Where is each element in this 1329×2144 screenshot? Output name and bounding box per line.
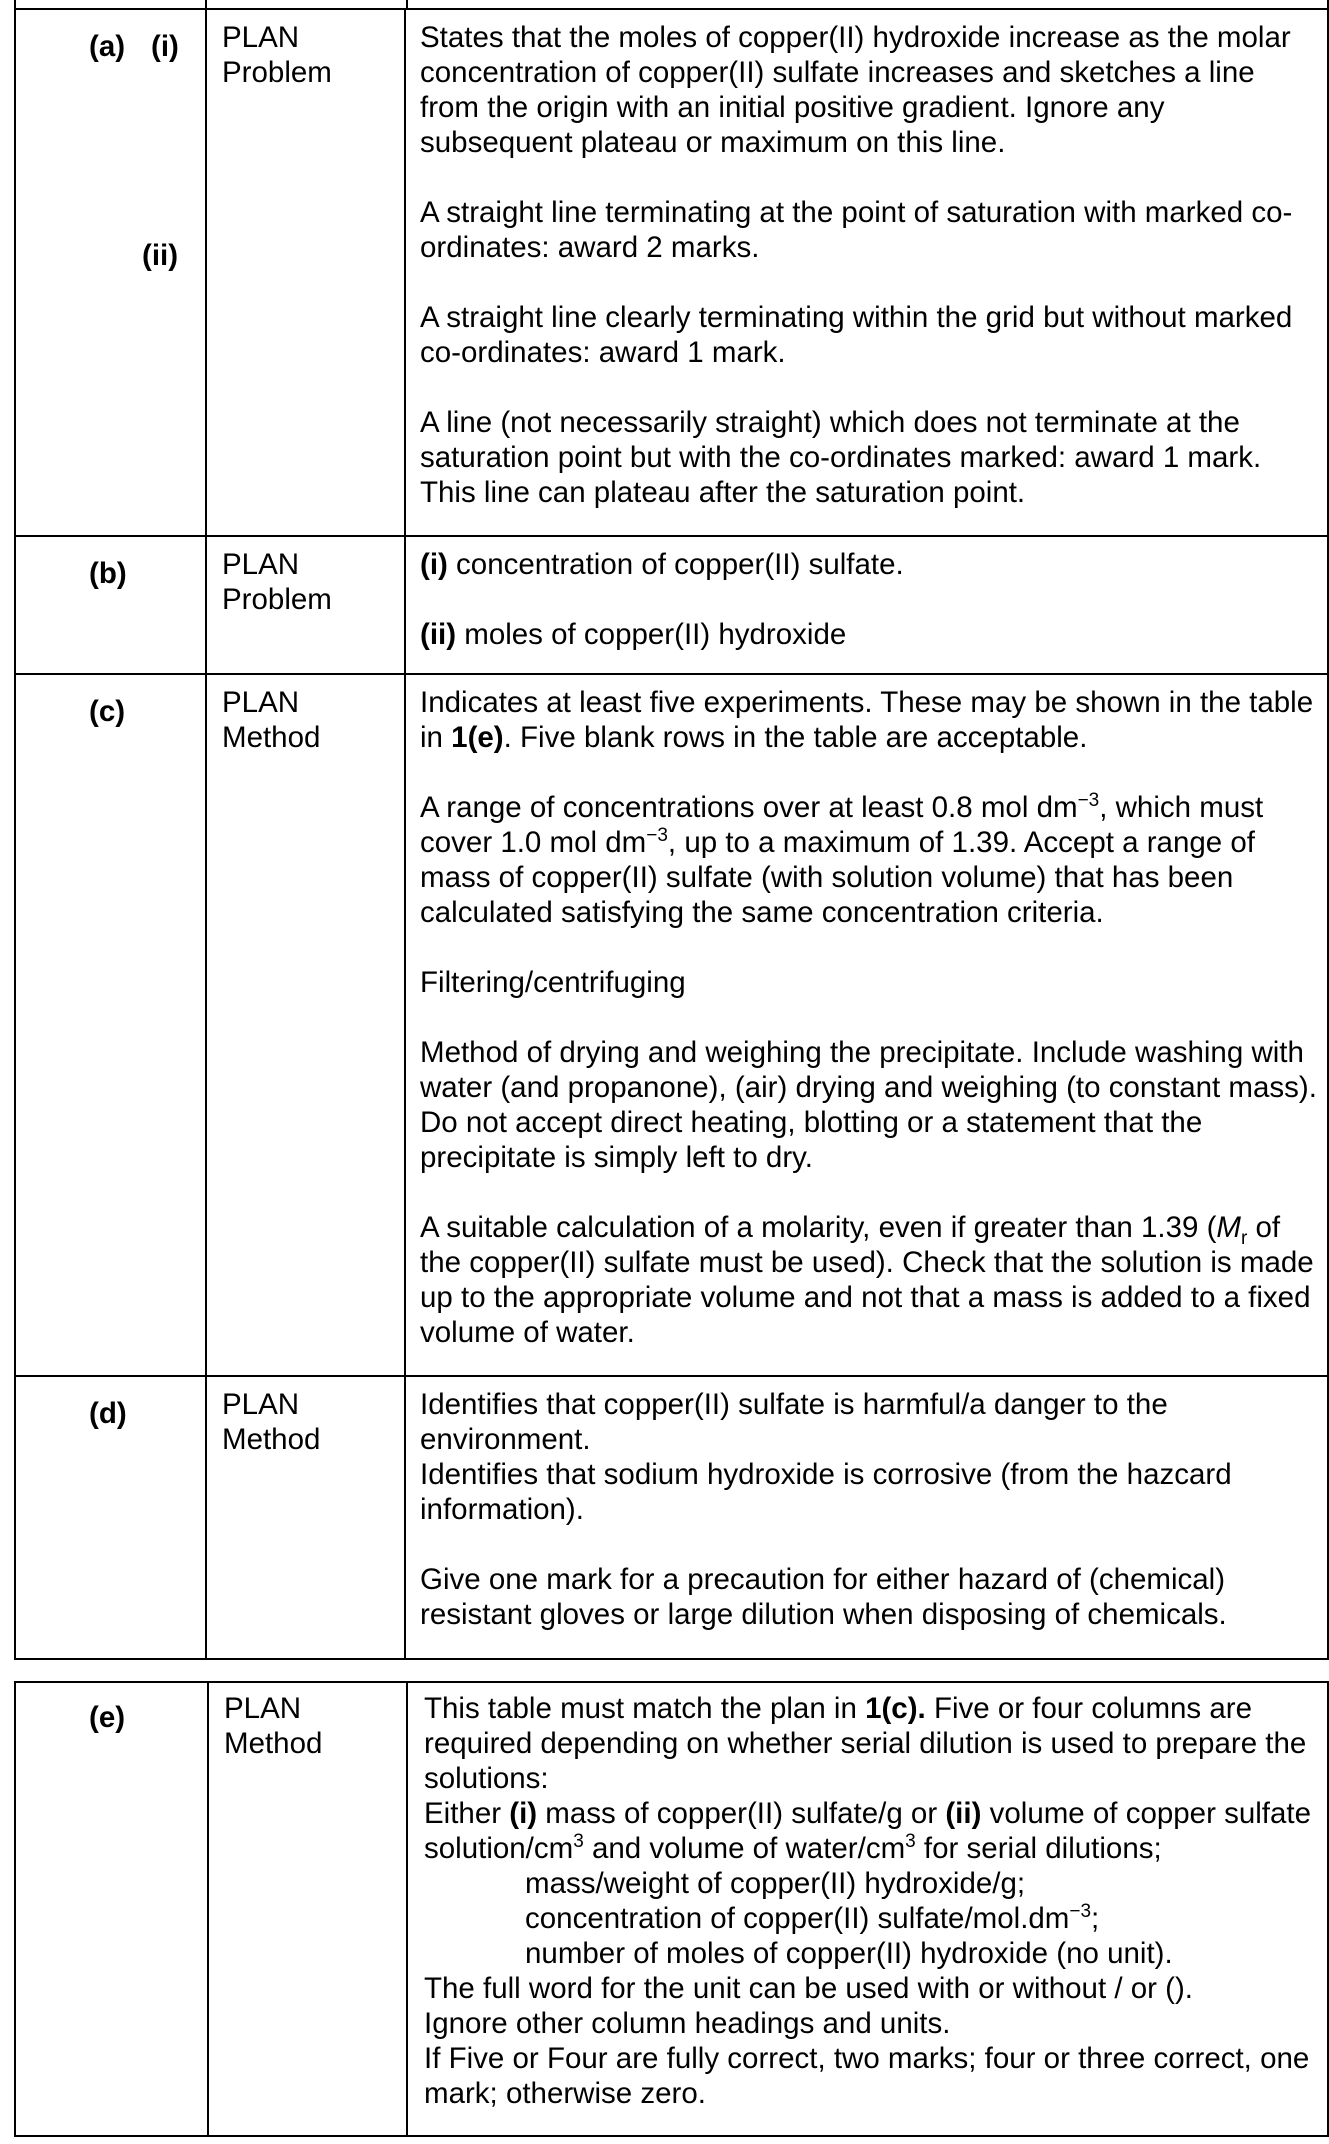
question-cell-a xyxy=(16,10,207,535)
question-cell-b xyxy=(16,537,207,673)
answer-paragraph: A suitable calculation of a molarity, even if greater than 1.39 ($M_r$ of the copper(II) sulfate must be used). Check that the solution is made up to the appropriate volume and not that a mass is added to a fixed volume of water. xyxy=(420,1211,1314,1349)
answer-paragraph: A line (not necessarily straight) which does not terminate at the saturation point but with the co-ordinates marked: award 1 mark. This line can plateau after the saturation point. xyxy=(420,406,1262,509)
mark-scheme-table-1 xyxy=(14,8,1329,1660)
subquestion-label-ii: (ii) xyxy=(142,239,179,272)
skill-cell-b xyxy=(207,537,406,673)
question-label: (a) xyxy=(89,30,126,63)
question-label: (d) xyxy=(89,1397,127,1430)
skill-line: PLAN xyxy=(222,1388,300,1421)
question-label: (e) xyxy=(89,1701,126,1734)
answer-paragraph: If Five or Four are fully correct, two marks; four or three correct, one mark; otherwise zero. xyxy=(424,2042,1310,2110)
subpart-label: (i) xyxy=(420,548,448,581)
answer-paragraph: A range of concentrations over at least 0.8 mol $dm^{-3}$, which must cover 1.0 mol $dm^{-3}$, up to a maximum of 1.39. Accept a range of mass of copper(II) sulfate (with solution volume) that has been calculated satisfying the same concentration criteria. xyxy=(420,790,1264,929)
subquestion-label-i: (i) xyxy=(151,30,179,63)
table-row-e xyxy=(16,1683,1329,2137)
answer-cell-c xyxy=(406,675,1329,1375)
table-row-a xyxy=(16,10,1329,537)
skill-line: PLAN xyxy=(222,548,300,581)
answer-paragraph: A straight line terminating at the point of saturation with marked co-ordinates: award 2 marks. xyxy=(420,196,1293,264)
skill-cell-c xyxy=(207,675,406,1375)
skill-line: Problem xyxy=(222,583,332,616)
skill-cell-a xyxy=(207,10,406,535)
answer-paragraph: Give one mark for a precaution for either hazard of (chemical) resistant gloves or large dilution when disposing of chemicals. xyxy=(420,1563,1227,1631)
answer-paragraph: Method of drying and weighing the precipitate. Include washing with water (and propanone), (air) drying and weighing (to constant mass). Do not accept direct heating, blotting or a statement that the precipitate is simply left to dry. xyxy=(420,1036,1317,1174)
answer-paragraph xyxy=(420,547,1317,582)
skill-cell-d xyxy=(207,1377,406,1658)
answer-paragraph: This table must match the plan in 1(c). Five or four columns are required depending on whether serial dilution is used to prepare the solutions: xyxy=(424,1692,1307,1795)
skill-line: PLAN xyxy=(222,21,300,54)
mark-scheme-table-2 xyxy=(14,1681,1329,2137)
question-label: (c) xyxy=(89,695,126,728)
answer-cell-d xyxy=(406,1377,1329,1658)
answer-paragraph: Either (i) mass of copper(II) sulfate/g or (ii) volume of copper sulfate solution/$cm^3$ and volume of water/$cm^3$ for serial dilutions; xyxy=(424,1797,1312,1865)
answer-text: moles of copper(II) hydroxide xyxy=(456,618,847,651)
table-row-b xyxy=(16,537,1329,675)
table-row-c xyxy=(16,675,1329,1377)
skill-line: Method xyxy=(222,1423,321,1456)
table-row-d xyxy=(16,1377,1329,1658)
answer-cell-b xyxy=(406,537,1329,673)
answer-paragraph: Identifies that copper(II) sulfate is harmful/a danger to the environment. xyxy=(420,1388,1168,1456)
answer-text: concentration of copper(II) sulfate. xyxy=(447,548,904,581)
answer-paragraph: Ignore other column headings and units. xyxy=(424,2007,951,2040)
column-heading-item: concentration of copper(II) sulfate/$mol.dm^{-3}$; xyxy=(525,1901,1100,1935)
column-heading-item: number of moles of copper(II) hydroxide (no unit). xyxy=(525,1937,1173,1970)
question-label: (b) xyxy=(89,557,127,590)
skill-line: Method xyxy=(224,1727,323,1760)
answer-paragraph xyxy=(420,617,1317,652)
answer-paragraph: The full word for the unit can be used with or without / or (). xyxy=(424,1972,1194,2005)
question-cell-e xyxy=(16,1683,209,2135)
question-cell-d xyxy=(16,1377,207,1658)
answer-paragraph: Identifies that sodium hydroxide is corrosive (from the hazcard information). xyxy=(420,1458,1232,1526)
skill-cell-e xyxy=(209,1683,408,2135)
column-heading-item: mass/weight of copper(II) hydroxide/g; xyxy=(525,1867,1026,1900)
answer-cell-a xyxy=(406,10,1329,535)
answer-paragraph: Filtering/centrifuging xyxy=(420,966,686,999)
skill-line: Problem xyxy=(222,56,332,89)
subpart-label: (ii) xyxy=(420,618,457,651)
skill-line: PLAN xyxy=(222,686,300,719)
answer-paragraph: Indicates at least five experiments. These may be shown in the table in 1(e). Five blank rows in the table are acceptable. xyxy=(420,686,1314,754)
table-top-continuation xyxy=(14,0,1329,8)
answer-paragraph: States that the moles of copper(II) hydroxide increase as the molar concentration of copper(II) sulfate increases and sketches a line from the origin with an initial positive gradient. Ignore any subsequent plateau or maximum on this line. xyxy=(420,21,1291,159)
answer-paragraph: A straight line clearly terminating within the grid but without marked co-ordinates: award 1 mark. xyxy=(420,301,1293,369)
skill-line: Method xyxy=(222,721,321,754)
answer-cell-e xyxy=(408,1683,1329,2135)
skill-line: PLAN xyxy=(224,1692,302,1725)
question-cell-c xyxy=(16,675,207,1375)
